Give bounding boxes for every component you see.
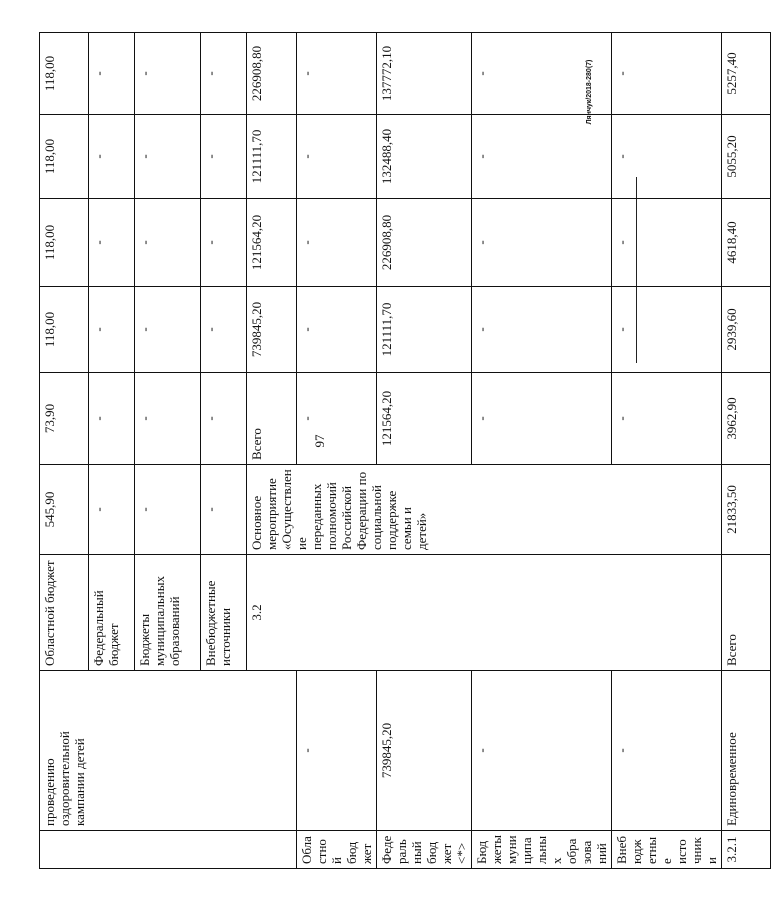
value-cell: 121564,20 <box>377 373 472 465</box>
measure-name: Основное мероприятие «Осуществление переданных полномочий Российской Федерации по социальной поддержке семьи и детей» <box>247 465 722 555</box>
document-code: Лянчук/2018-280(7) <box>586 59 593 125</box>
value-cell: 121564,20 <box>247 199 297 287</box>
value-cell: - <box>201 199 247 287</box>
value-cell: 739845,20 <box>247 287 297 373</box>
value-cell: 3962,90 <box>722 373 771 465</box>
value-cell: - <box>472 199 612 287</box>
value-cell: - <box>89 199 135 287</box>
table-row <box>722 33 771 869</box>
value-cell: 118,00 <box>40 287 89 373</box>
value-cell: - <box>201 287 247 373</box>
value-cell: 118,00 <box>40 199 89 287</box>
value-cell: 121111,70 <box>247 115 297 199</box>
value-cell: 73,90 <box>40 373 89 465</box>
value-cell: - <box>472 373 612 465</box>
funding-source: Областной бюджет <box>297 831 377 869</box>
page-number: 97 <box>312 434 327 448</box>
value-cell: - <box>201 373 247 465</box>
table-row <box>297 33 377 869</box>
value-cell: - <box>135 373 201 465</box>
funding-source: Областной бюджет <box>40 555 89 671</box>
value-cell: - <box>612 199 722 287</box>
table-row <box>472 33 612 869</box>
value-cell: - <box>297 287 377 373</box>
value-cell: - <box>135 287 201 373</box>
table-row <box>612 33 722 869</box>
value-cell: - <box>612 287 722 373</box>
row-index: 3.2 <box>247 555 722 671</box>
funding-source: Федеральный бюджет <box>89 555 135 671</box>
row-index <box>40 831 297 869</box>
value-cell: 118,00 <box>40 115 89 199</box>
value-cell: - <box>89 115 135 199</box>
funding-source: Всего <box>722 555 771 671</box>
value-cell: 226908,80 <box>247 33 297 115</box>
row-index: 3.2.1 <box>722 831 771 869</box>
value-cell: - <box>135 465 201 555</box>
value-cell: - <box>135 115 201 199</box>
funding-source: Бюджеты муниципальных образований <box>472 831 612 869</box>
value-cell: - <box>201 465 247 555</box>
value-cell: 121111,70 <box>377 287 472 373</box>
value-cell: - <box>297 199 377 287</box>
value-cell: - <box>472 33 612 115</box>
value-cell: 739845,20 <box>377 671 472 831</box>
value-cell: - <box>135 33 201 115</box>
value-cell: - <box>297 373 377 465</box>
value-cell: - <box>201 115 247 199</box>
value-cell: - <box>89 287 135 373</box>
value-cell: 132488,40 <box>377 115 472 199</box>
table-row <box>377 33 472 869</box>
value-cell: 118,00 <box>40 33 89 115</box>
value-cell: - <box>612 671 722 831</box>
value-cell: 137772,10 <box>377 33 472 115</box>
value-cell: - <box>297 115 377 199</box>
value-cell: - <box>89 33 135 115</box>
budget-table <box>39 32 771 869</box>
value-cell: - <box>612 33 722 115</box>
funding-source: Бюджеты муниципальных образований <box>135 555 201 671</box>
value-cell: 21833,50 <box>722 465 771 555</box>
value-cell: - <box>472 287 612 373</box>
value-cell: - <box>89 373 135 465</box>
value-cell: 5257,40 <box>722 33 771 115</box>
funding-source: Федеральный бюджет <*> <box>377 831 472 869</box>
value-cell: - <box>472 115 612 199</box>
value-cell: - <box>297 33 377 115</box>
value-cell: - <box>135 199 201 287</box>
value-cell: - <box>612 115 722 199</box>
funding-source: Внебюджетные источники <box>201 555 247 671</box>
value-cell: - <box>297 671 377 831</box>
funding-source: Внебюджетные источники <box>612 831 722 869</box>
value-cell: - <box>89 465 135 555</box>
value-cell: - <box>612 373 722 465</box>
value-cell: 5055,20 <box>722 115 771 199</box>
funding-source: Всего <box>247 373 297 465</box>
value-cell: 545,90 <box>40 465 89 555</box>
measure-name: Единовременное <box>722 671 771 831</box>
value-cell: 226908,80 <box>377 199 472 287</box>
table-row <box>40 33 89 869</box>
value-cell: - <box>472 671 612 831</box>
value-cell: 2939,60 <box>722 287 771 373</box>
value-cell: - <box>201 33 247 115</box>
value-cell: 4618,40 <box>722 199 771 287</box>
measure-name: проведению оздоровительной кампании детей <box>40 671 297 831</box>
